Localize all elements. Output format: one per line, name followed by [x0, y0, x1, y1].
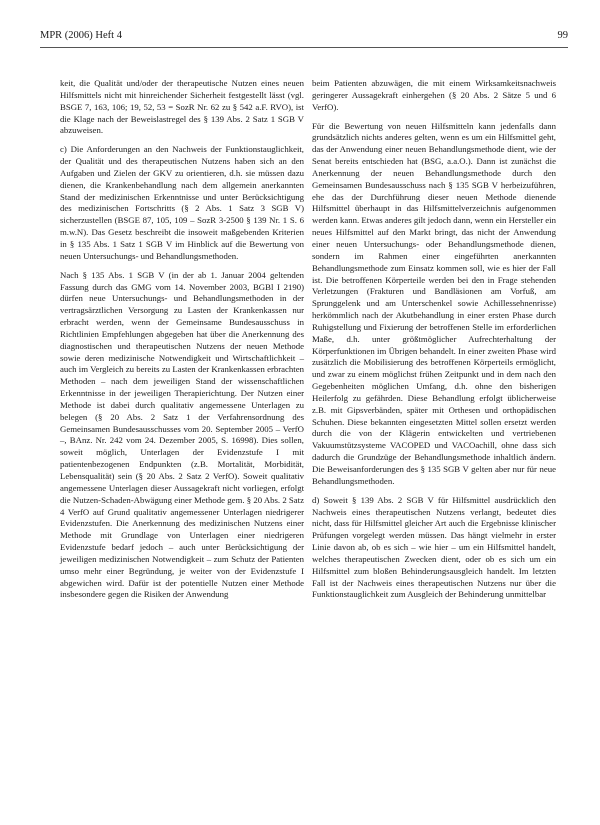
paragraph: Für die Bewertung von neuen Hilfsmitteln kann jedenfalls dann grundsätzlich nichts anderes gelten, wenn es um ein Hilfsmittel geht, das der Anwendung einer neuen Behandlungsmethode dient, wie der Senat bereits entschieden hat (BSG, a.a.O.). Dann ist zunächst die Anerkennung der neuen Behandlungsmethode durch den Gemeinsamen Bundesausschuss nach § 135 SGB V herbeizuführen, ehe das der Durchführung dieser neuen Methode dienende Hilfsmittel überhaupt in das Hilfsmittelverzeichnis aufgenommen werden kann. Etwas anderes gilt jedoch dann, wenn ein Hersteller ein neues Hilfsmittel auf den Markt bringt, das nicht der Anwendung einer neuen Untersuchungs- oder Behandlungsmethode dienen, sondern im Rahmen einer eingeführten anerkannten Behandlungsmethode zum Einsatz kommen soll, wie es hier der Fall ist. Die betroffenen Körperteile werden bei den in Frage stehenden Verletzungen (Frakturen und Bandläsionen am Vorfuß, am Sprunggelenk und am Unterschenkel sowie Achillessehnenrisse) herkömmlich nach der Akutbehandlung in einer ersten Phase durch Ruhigstellung und Fixierung der betroffenen Stelle im erforderlichen Maße, d.h. unter größtmöglicher Aufrechterhaltung der Körperfunktionen im Übrigen behandelt. In einer zweiten Phase wird zusätzlich die Mobilisierung des betroffenen Körperteils ermöglicht, und zwar zu einem möglichst frühen Zeitpunkt und in dem nach den Gegebenheiten möglichen Umfang, d.h. ohne den bisherigen Heilerfolg zu gefährden. Diese Behandlung erfolgt üblicherweise z.B. mit Gipsverbänden, später mit Orthesen und orthopädischen Schuhen. Diese bekannten eingesetzten Mittel sollen ersetzt werden durch die von der Klägerin entwickelten und vertriebenen Vakuumstützsysteme VACOPED und VACOachill, ohne dass sich dadurch die Grundzüge der Behandlungsmethode inhaltlich ändern. Die Beweisanforderungen des § 135 SGB V gelten aber nur für neue Behandlungsmethoden.	[312, 120, 556, 486]
left-column	[60, 78, 304, 608]
paragraph: d) Soweit § 139 Abs. 2 SGB V für Hilfsmittel ausdrücklich den Nachweis eines therapeutischen Nutzens verlangt, bedeutet dies nicht, dass für Hilfsmittel gleicher Art auch die Ergebnisse klinischer Prüfungen vorgelegt werden müssen. Das hängt vielmehr in erster Linie davon ab, ob es sich – wie hier – um ein Hilfsmittel handelt, welches therapeutischen Zwecken dient, oder ob es sich um ein Hilfsmittel zum bloßen Behinderungsausgleich handelt. Im letzten Fall ist der Nachweis eines therapeutischen Nutzens nur über die Funktionstauglichkeit zum Ausgleich der Behinderung unmittelbar	[312, 494, 556, 600]
right-column	[312, 78, 556, 608]
page-header	[40, 30, 568, 44]
journal-reference: MPR (2006) Heft 4	[40, 30, 122, 41]
paragraph: c) Die Anforderungen an den Nachweis der Funktionstauglichkeit, der Qualität und des therapeutischen Nutzens haben sich an den Aufgaben und Zielen der GKV zu orientieren, d.h. sie müssen dazu dienen, die Krankenbehandlung nach dem allgemein anerkannten Stand der medizinischen Erkenntnisse und unter Berücksichtigung des medizinischen Fortschritts (§ 2 Abs. 1 Satz 3 SGB V) sicherzustellen (BSGE 87, 105, 109 – SozR 3-2500 § 139 Nr. 1 S. 6 m.w.N). Das Gesetz beschreibt die insoweit maßgebenden Kriterien in § 135 Abs. 1 Satz 1 SGB V im Hinblick auf die Bewertung von neuen Untersuchungs- und Behandlungsmethoden.	[60, 144, 304, 261]
paragraph: keit, die Qualität und/oder der therapeutische Nutzen eines neuen Hilfsmittels nicht mit hinreichender Sicherheit festgestellt lässt (vgl. BSGE 7, 163, 106; 19, 52, 53 = SozR Nr. 62 zu § 542 a.F. RVO), ist die Klage nach der Beweislastregel des § 139 Abs. 2 Satz 1 SGB V abzuweisen.	[60, 78, 304, 136]
header-rule	[40, 47, 568, 48]
page-number: 99	[557, 30, 568, 41]
paragraph: beim Patienten abzuwägen, die mit einem Wirksamkeitsnachweis geringerer Aussagekraft einhergehen (§ 20 Abs. 2 Sätze 5 und 6 VerfO).	[312, 78, 556, 112]
paragraph: Nach § 135 Abs. 1 SGB V (in der ab 1. Januar 2004 geltenden Fassung durch das GMG vom 14. November 2003, BGBl I 2190) dürfen neue Untersuchungs- und Behandlungsmethoden in der vertragsärztlichen Versorgung zu Lasten der Krankenkassen nur erbracht werden, wenn der Gemeinsame Bundesausschuss in Richtlinien Empfehlungen abgegeben hat über die Anerkennung des diagnostischen und therapeutischen Nutzens der neuen Methode sowie deren medizinische Notwendigkeit und Wirtschaftlichkeit – auch im Vergleich zu bereits zu Lasten der Krankenkassen erbrachten Methoden – nach dem jeweiligen Stand der wissenschaftlichen Erkenntnisse in der jeweiligen Therapierichtung. Der Nutzen einer Methode ist dabei durch qualitativ angemessene Unterlagen zu belegen (§ 20 Abs. 2 Satz 1 der Verfahrensordnung des Gemeinsamen Bundesausschusses vom 20. September 2005 – VerfO –, BAnz. Nr. 242 vom 24. Dezember 2005, S. 16998). Dies sollen, soweit möglich, Unterlagen der Evidenzstufe I mit patientenbezogenen Endpunkten (z.B. Mortalität, Morbidität, Lebensqualität) sein (§ 20 Abs. 2 Satz 2 VerfO). Soweit qualitativ angemessene Unterlagen dieser Aussagekraft nicht vorliegen, erfolgt die Nutzen-Schaden-Abwägung einer Methode gem. § 20 Abs. 2 Satz 4 VerfO auf Grund qualitativ angemessener Unterlagen niedrigerer Evidenzstufen. Die Anerkennung des medizinischen Nutzens einer Methode mit Grundlage von Unterlagen einer niedrigeren Evidenzstufe bedarf jedoch – auch unter Berücksichtigung der jeweiligen medizinischen Notwendigkeit – zum Schutz der Patienten umso mehr einer Begründung, je weiter von der Evidenzstufe I abgewichen wird. Dafür ist der potentielle Nutzen einer Methode insbesondere gegen die Risiken der Anwendung	[60, 269, 304, 600]
